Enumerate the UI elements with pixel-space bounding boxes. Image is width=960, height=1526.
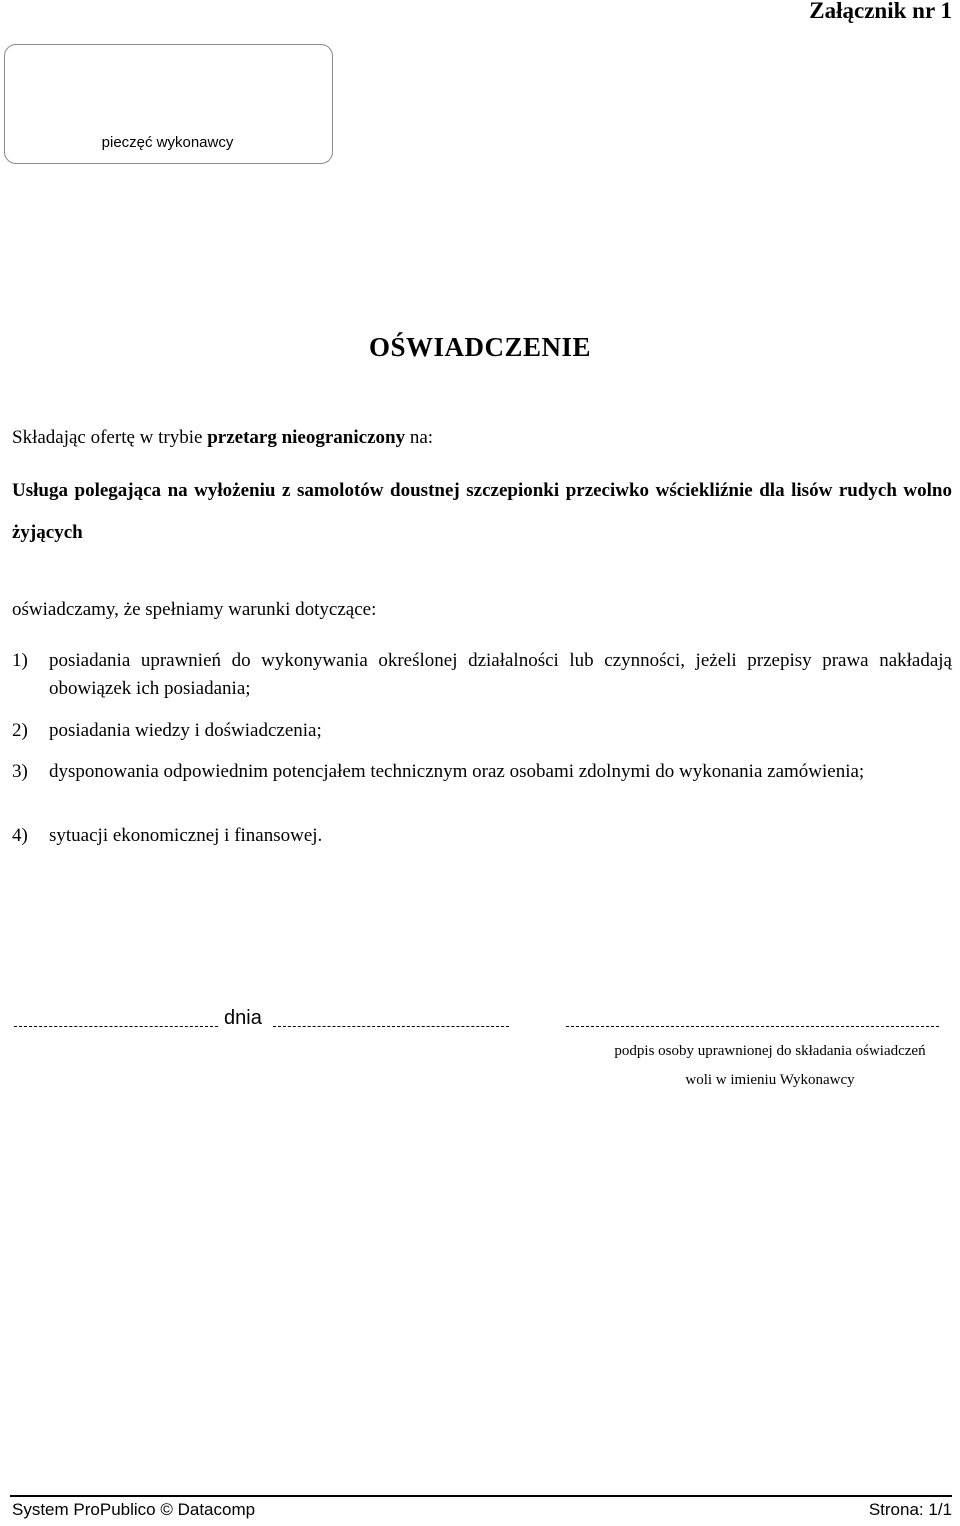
attachment-label: Załącznik nr 1 [809,0,952,23]
condition-item [12,822,952,850]
contract-subject: Usługa polegająca na wyłożeniu z samolotów doustnej szczepionki przeciwko wściekliźnie dla lisów rudych wolno żyjących [12,480,952,543]
signature-caption-line2: woli w imieniu Wykonawcy [685,1072,855,1088]
document-title: OŚWIADCZENIE [368,332,592,362]
intro-prefix: Składając ofertę w trybie [12,427,208,448]
date-word: dnia [224,1007,262,1029]
condition-text: dysponowania odpowiednim potencjałem technicznym oraz osobami zdolnymi do wykonania zamówienia; [49,761,865,782]
condition-text: posiadania uprawnień do wykonywania określonej działalności lub czynności, jeżeli przepisy prawa nakładają obowiązek ich posiadania; [49,650,952,699]
condition-text: sytuacji ekonomicznej i finansowej. [49,825,323,846]
intro-line [12,427,433,449]
footer-system-label: System ProPublico © Datacomp [12,1500,256,1519]
signature-caption-line1: podpis osoby uprawnionej do składania oświadczeń [614,1043,926,1059]
footer-page-number: Strona: 1/1 [868,1500,952,1519]
date-dotted-line [273,1026,509,1027]
procedure-mode: przetarg nieograniczony [207,427,406,448]
condition-item [12,647,952,703]
stamp-label: pieczęć wykonawcy [101,134,234,151]
signature-dotted-line [566,1026,939,1027]
declaration-text: oświadczamy, że spełniamy warunki dotyczące: [12,599,377,620]
condition-text: posiadania wiedzy i doświadczenia; [49,720,322,741]
condition-number: 3) [12,761,28,782]
place-dotted-line [14,1026,218,1027]
condition-number: 2) [12,720,28,741]
footer-divider [10,1495,952,1497]
condition-item [12,758,952,786]
condition-item [12,717,952,745]
condition-number: 4) [12,825,28,846]
condition-number: 1) [12,650,28,671]
intro-suffix: na: [405,427,434,448]
